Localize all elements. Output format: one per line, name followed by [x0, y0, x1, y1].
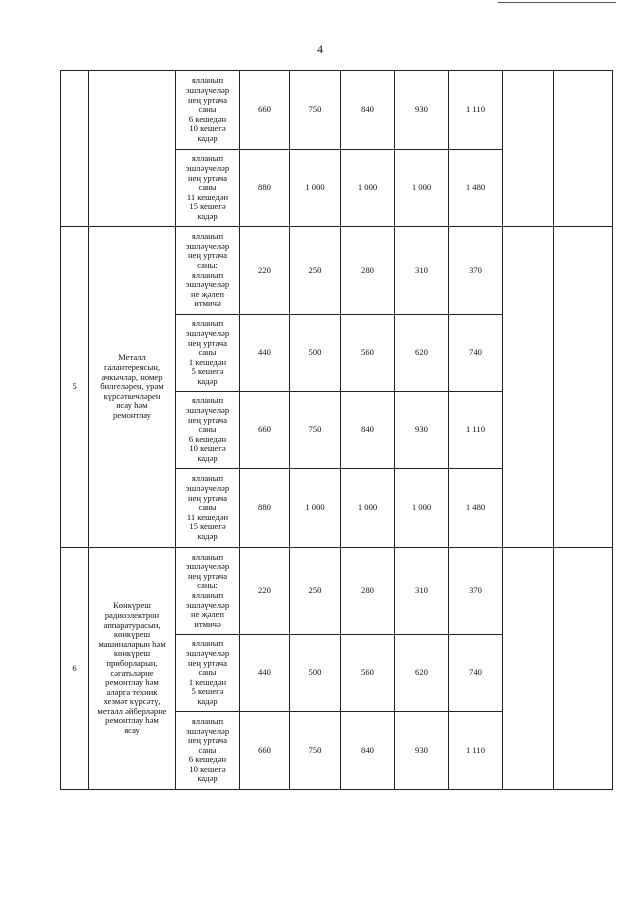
empty-cell [554, 548, 613, 790]
value-cell: 1 480 [449, 150, 503, 227]
value-cell: 930 [395, 712, 449, 790]
value-cell: 500 [290, 315, 341, 392]
value-cell: 1 000 [341, 469, 395, 548]
value-cell: 440 [240, 635, 290, 712]
activity-cell [89, 71, 176, 227]
indicator-cell: ялланып эшләүчеләр нең уртача саны 6 кешедән 10 кешегә кадәр [176, 712, 240, 790]
value-cell: 750 [290, 71, 341, 150]
value-cell: 1 000 [290, 150, 341, 227]
activity-cell: Металл галантереясын, ачкычлар, номер билгеләрен, урам күрсәткечләрен ясау һәм ремонтлау [89, 227, 176, 548]
value-cell: 1 110 [449, 71, 503, 150]
value-cell: 1 000 [290, 469, 341, 548]
value-cell: 750 [290, 392, 341, 469]
value-cell: 1 000 [341, 150, 395, 227]
value-cell: 440 [240, 315, 290, 392]
value-cell: 930 [395, 71, 449, 150]
value-cell: 620 [395, 635, 449, 712]
value-cell: 370 [449, 548, 503, 635]
value-cell: 250 [290, 227, 341, 315]
indicator-cell: ялланып эшләүчеләр нең уртача саны: ялланып эшләүчеләр не җәлеп итмичә [176, 548, 240, 635]
value-cell: 560 [341, 315, 395, 392]
empty-cell [503, 71, 554, 227]
value-cell: 930 [395, 392, 449, 469]
value-cell: 740 [449, 635, 503, 712]
empty-cell [503, 548, 554, 790]
value-cell: 1 000 [395, 150, 449, 227]
value-cell: 660 [240, 392, 290, 469]
value-cell: 840 [341, 71, 395, 150]
activity-cell: Көнкүреш радиоэлектрон аппаратурасын, көнкүреш машиналарын һәм көнкүреш приборларын, сәгатьләрне ремонтлау һәм аларга техник хезмәт күрсәтү, металл әйберләрне ремонтлау һәм ясау [89, 548, 176, 790]
value-cell: 370 [449, 227, 503, 315]
empty-cell [503, 227, 554, 548]
value-cell: 1 000 [395, 469, 449, 548]
indicator-cell: ялланып эшләүчеләр нең уртача саны 6 кешедән 10 кешегә кадәр [176, 392, 240, 469]
value-cell: 220 [240, 548, 290, 635]
value-cell: 280 [341, 227, 395, 315]
value-cell: 280 [341, 548, 395, 635]
value-cell: 620 [395, 315, 449, 392]
value-cell: 1 480 [449, 469, 503, 548]
indicator-cell: ялланып эшләүчеләр нең уртача саны 1 кешедән 5 кешегә кадәр [176, 315, 240, 392]
value-cell: 1 110 [449, 392, 503, 469]
empty-cell [554, 227, 613, 548]
value-cell: 840 [341, 712, 395, 790]
value-cell: 1 110 [449, 712, 503, 790]
value-cell: 740 [449, 315, 503, 392]
value-cell: 840 [341, 392, 395, 469]
page-number: 4 [317, 42, 323, 56]
indicator-cell: ялланып эшләүчеләр нең уртача саны 11 кешедән 15 кешегә кадәр [176, 469, 240, 548]
value-cell: 660 [240, 71, 290, 150]
header-rule [498, 2, 616, 3]
value-cell: 500 [290, 635, 341, 712]
row-number-cell: 5 [61, 227, 89, 548]
value-cell: 660 [240, 712, 290, 790]
value-cell: 310 [395, 548, 449, 635]
table-row [61, 548, 613, 635]
fee-table [60, 70, 613, 790]
value-cell: 880 [240, 150, 290, 227]
empty-cell [554, 71, 613, 227]
indicator-cell: ялланып эшләүчеләр нең уртача саны: ялланып эшләүчеләр не җәлеп итмичә [176, 227, 240, 315]
row-number-cell [61, 71, 89, 227]
value-cell: 220 [240, 227, 290, 315]
value-cell: 560 [341, 635, 395, 712]
value-cell: 310 [395, 227, 449, 315]
table-row [61, 71, 613, 150]
value-cell: 880 [240, 469, 290, 548]
indicator-cell: ялланып эшләүчеләр нең уртача саны 6 кешедән 10 кешегә кадәр [176, 71, 240, 150]
indicator-cell: ялланып эшләүчеләр нең уртача саны 11 кешедән 15 кешегә кадәр [176, 150, 240, 227]
indicator-cell: ялланып эшләүчеләр нең уртача саны 1 кешедән 5 кешегә кадәр [176, 635, 240, 712]
row-number-cell: 6 [61, 548, 89, 790]
table-row [61, 227, 613, 315]
value-cell: 750 [290, 712, 341, 790]
value-cell: 250 [290, 548, 341, 635]
